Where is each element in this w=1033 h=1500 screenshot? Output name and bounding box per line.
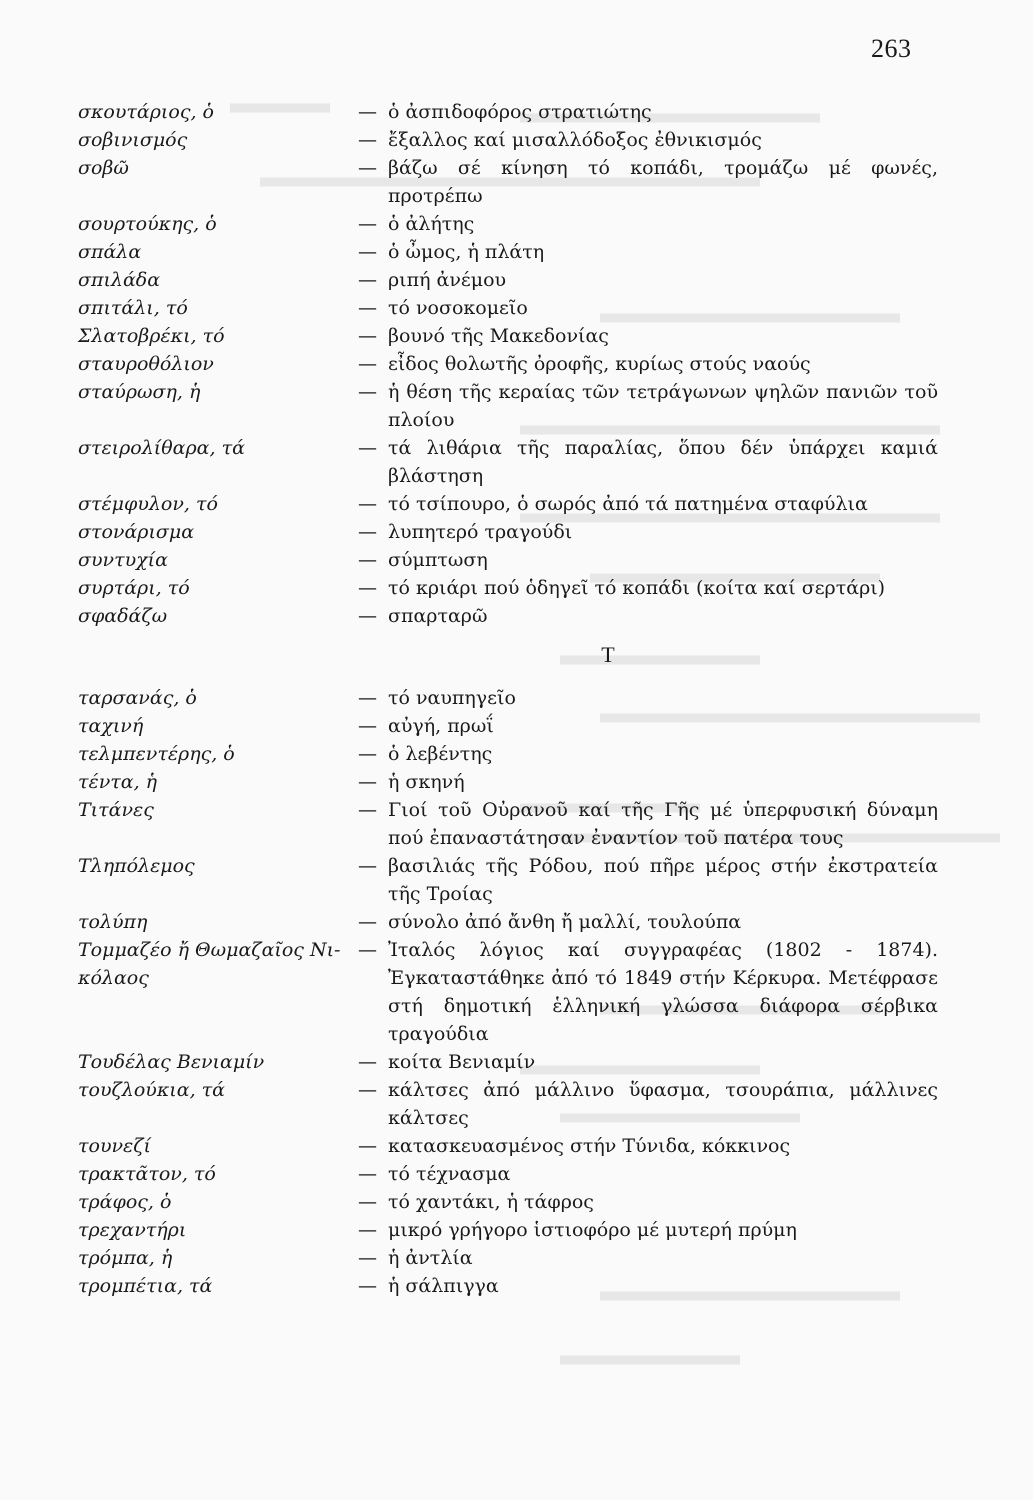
entry-definition: — ὁ ἀλήτης xyxy=(358,210,938,238)
entry xyxy=(78,1076,938,1132)
entry-term: Τιτάνες xyxy=(78,799,154,821)
entry xyxy=(78,1048,938,1076)
entry-definition: — κοίτα Βενιαμίν xyxy=(358,1048,938,1076)
entry xyxy=(78,1216,938,1244)
entry-definition: — τό ναυπηγεῖο xyxy=(358,684,938,712)
entry xyxy=(78,712,938,740)
entry-term: τρομπέτια, τά xyxy=(78,1275,213,1297)
entry-term: σταύρωση, ἡ xyxy=(78,381,201,403)
entry-term: συρτάρι, τό xyxy=(78,577,190,599)
entry xyxy=(78,936,938,1048)
entry-term: στέμφυλον, τό xyxy=(78,493,218,515)
entry-term: σταυροθόλιον xyxy=(78,353,214,375)
entry-definition: — τό τσίπουρο, ὁ σωρός ἀπό τά πατημένα σταφύλια xyxy=(358,490,938,518)
entry xyxy=(78,126,938,154)
entry-term: Σλατοβρέκι, τό xyxy=(78,325,225,347)
entry-term: σπιλάδα xyxy=(78,269,161,291)
entry-term: σοβῶ xyxy=(78,157,129,179)
entry-term: τουνεζί xyxy=(78,1135,151,1157)
entry-definition: — ἡ ἀντλία xyxy=(358,1244,938,1272)
entry-term: τουζλούκια, τά xyxy=(78,1079,225,1101)
entry-term: σπιτάλι, τό xyxy=(78,297,188,319)
entry-term: τολύπη xyxy=(78,911,148,933)
entry xyxy=(78,1244,938,1272)
entry-definition: — κατασκευασμένος στήν Τύνιδα, κόκκινος xyxy=(358,1132,938,1160)
entry xyxy=(78,434,938,490)
entry xyxy=(78,740,938,768)
entry-definition: — ἔξαλλος καί μισαλλόδοξος ἐθνικισμός xyxy=(358,126,938,154)
entry-definition: — βουνό τῆς Μακεδονίας xyxy=(358,322,938,350)
entry xyxy=(78,1272,938,1300)
entry-term: Τληπόλεμος xyxy=(78,855,195,877)
entry-term: σφαδάζω xyxy=(78,605,168,627)
entry xyxy=(78,294,938,322)
entry-term: σπάλα xyxy=(78,241,142,263)
entry xyxy=(78,908,938,936)
entries-t xyxy=(78,684,938,1300)
entry xyxy=(78,796,938,852)
entry-term: σκουτάριος, ὁ xyxy=(78,101,214,123)
entry-definition: — ριπή ἀνέμου xyxy=(358,266,938,294)
entry xyxy=(78,98,938,126)
entry xyxy=(78,490,938,518)
entry xyxy=(78,852,938,908)
entry xyxy=(78,266,938,294)
entry-definition: — κάλτσες ἀπό μάλλινο ὕφασμα, τσουράπια, μάλλινες κάλτσες xyxy=(358,1076,938,1132)
section-heading xyxy=(78,640,808,670)
entry-term: Τουδέλας Βενιαμίν xyxy=(78,1051,265,1073)
entry-definition: — ὁ ὦμος, ἡ πλάτη xyxy=(358,238,938,266)
entry-definition: — σύμπτωση xyxy=(358,546,938,574)
entry xyxy=(78,574,938,602)
entry xyxy=(78,1188,938,1216)
entry-term: τρεχαντήρι xyxy=(78,1219,187,1241)
entry-definition: — Γιοί τοῦ Οὐρανοῦ καί τῆς Γῆς μέ ὑπερφυσική δύναμη πού ἐπαναστάτησαν ἐναντίον τοῦ πατέρα τους xyxy=(358,796,938,852)
glossary xyxy=(78,98,938,1300)
entry-term: τρακτᾶτον, τό xyxy=(78,1163,216,1185)
entry-definition: — εἶδος θολωτῆς ὀροφῆς, κυρίως στούς ναούς xyxy=(358,350,938,378)
entry xyxy=(78,684,938,712)
entry-term: ταρσανάς, ὁ xyxy=(78,687,197,709)
entry-definition: — ὁ ἀσπιδοφόρος στρατιώτης xyxy=(358,98,938,126)
entry-definition: — βασιλιάς τῆς Ρόδου, πού πῆρε μέρος στήν ἐκστρατεία τῆς Τροίας xyxy=(358,852,938,908)
entry-definition: — ἡ θέση τῆς κεραίας τῶν τετράγωνων ψηλῶν πανιῶν τοῦ πλοίου xyxy=(358,378,938,434)
entry-term: τρόμπα, ἡ xyxy=(78,1247,173,1269)
entry xyxy=(78,518,938,546)
entry xyxy=(78,210,938,238)
entry xyxy=(78,546,938,574)
entry-definition: — τά λιθάρια τῆς παραλίας, ὅπου δέν ὑπάρχει καμιά βλάστηση xyxy=(358,434,938,490)
entry-definition: — τό κριάρι πού ὁδηγεῖ τό κοπάδι (κοίτα καί σερτάρι) xyxy=(358,574,938,602)
entry-definition: — μικρό γρήγορο ἱστιοφόρο μέ μυτερή πρύμη xyxy=(358,1216,938,1244)
entry xyxy=(78,602,938,630)
entry-term: τελμπεντέρης, ὁ xyxy=(78,743,235,765)
entry-term: Τομμαζέο ἤ Θωμαζαῖος Νι- κόλαος xyxy=(78,939,341,989)
entry xyxy=(78,238,938,266)
entry-term: σουρτούκης, ὁ xyxy=(78,213,217,235)
entry xyxy=(78,768,938,796)
entry xyxy=(78,350,938,378)
entry-definition: — σπαρταρῶ xyxy=(358,602,938,630)
entry-definition: — ὁ λεβέντης xyxy=(358,740,938,768)
entry-term: σοβινισμός xyxy=(78,129,188,151)
entry-term: τέντα, ἡ xyxy=(78,771,158,793)
entry-definition: — ἡ σάλπιγγα xyxy=(358,1272,938,1300)
entry xyxy=(78,1132,938,1160)
entry-term: στονάρισμα xyxy=(78,521,195,543)
section-letter: Τ xyxy=(601,642,615,667)
entry-term: συντυχία xyxy=(78,549,168,571)
entry-definition: — λυπητερό τραγούδι xyxy=(358,518,938,546)
entry-definition: — τό χαντάκι, ἡ τάφρος xyxy=(358,1188,938,1216)
entry-term: ταχινή xyxy=(78,715,144,737)
entry-term: τράφος, ὁ xyxy=(78,1191,172,1213)
entry xyxy=(78,378,938,434)
entry xyxy=(78,322,938,350)
entry-definition: — τό νοσοκομεῖο xyxy=(358,294,938,322)
entry-definition: — σύνολο ἀπό ἄνθη ἤ μαλλί, τουλούπα xyxy=(358,908,938,936)
entry xyxy=(78,154,938,210)
entry-definition: — τό τέχνασμα xyxy=(358,1160,938,1188)
entry-definition: — Ἰταλός λόγιος καί συγγραφέας (1802 - 1874). Ἐγκαταστάθηκε ἀπό τό 1849 στήν Κέρκυρα. Μετέφρασε στή δημοτική ἑλληνική γλώσσα διάφορα σέρβικα τραγούδια xyxy=(358,936,938,1048)
entry xyxy=(78,1160,938,1188)
page-number: 263 xyxy=(871,34,912,63)
entry-definition: — βάζω σέ κίνηση τό κοπάδι, τρομάζω μέ φωνές, προτρέπω xyxy=(358,154,938,210)
entries-s xyxy=(78,98,938,630)
entry-term: στειρολίθαρα, τά xyxy=(78,437,245,459)
entry-definition: — ἡ σκηνή xyxy=(358,768,938,796)
entry-definition: — αὐγή, πρωΐ xyxy=(358,712,938,740)
